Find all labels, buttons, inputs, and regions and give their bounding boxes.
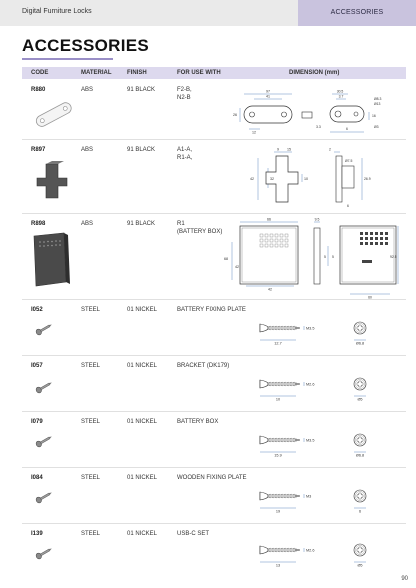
code: R898 [31, 221, 46, 227]
dim-label: 68 [224, 257, 228, 261]
top-bar [0, 0, 416, 26]
page-title: ACCESSORIES [22, 36, 150, 55]
col-code: CODE [31, 70, 49, 76]
col-for-use-with: FOR USE WITH [177, 70, 221, 76]
material: STEEL [81, 307, 101, 313]
dim-label: 92.5 [390, 255, 397, 259]
material: ABS [81, 87, 94, 93]
table-row-i052 [22, 300, 406, 356]
table-row-r898 [22, 214, 406, 300]
for-use-with: BATTERY FIXING PLATE [177, 307, 246, 313]
dim-label: 15.9 [274, 453, 282, 458]
code: I084 [31, 475, 43, 481]
r880-dimension-drawing [232, 86, 402, 136]
for-use-line-2: R1-A, [177, 155, 193, 161]
table-row-i079 [22, 412, 406, 468]
section-tab [298, 0, 416, 26]
i079-dimension-drawing [252, 422, 382, 464]
for-use-with: BRACKET (DK179) [177, 363, 230, 369]
r897-product-image [34, 160, 70, 202]
for-use-line-1: A1-A, [177, 147, 193, 153]
dim-label: 60 [368, 295, 372, 300]
code: I079 [31, 419, 43, 425]
code: I139 [31, 531, 43, 537]
table-row-r880 [22, 80, 406, 140]
i139-dimension-drawing [252, 532, 382, 574]
screw-icon [34, 490, 54, 504]
for-use-line-2: N2-B [177, 95, 191, 101]
code: R880 [31, 87, 46, 93]
section-label: Digital Furniture Locks [22, 8, 92, 15]
dim-label: Ø6.8 [355, 453, 365, 458]
dim-label: 12.7 [274, 341, 282, 346]
dim-label: M3.5 [306, 438, 315, 443]
dim-label: M3 [306, 494, 312, 499]
dim-label: 16 [372, 114, 376, 118]
r897-dimension-drawing [232, 144, 402, 210]
table-row-i057 [22, 356, 406, 412]
dim-label: 5 [332, 255, 334, 259]
table-header [22, 67, 406, 79]
dim-label: Ø5 [357, 563, 363, 568]
dim-label: 6 [346, 127, 348, 131]
dim-label: 15 [287, 147, 291, 152]
table-row-i084 [22, 468, 406, 524]
dim-label: 26.9 [364, 177, 371, 181]
dim-label: 13 [275, 563, 281, 568]
dim-label: 3.3 [316, 125, 321, 129]
for-use-with: USB-C SET [177, 531, 210, 537]
dim-label: 19 [275, 509, 281, 514]
table-row-i139 [22, 524, 406, 576]
finish: 91 BLACK [127, 221, 156, 227]
dim-label: 2 [329, 147, 331, 152]
dim-label: 26 [233, 113, 237, 117]
dim-label: 5 [324, 255, 326, 259]
r898-dimension-drawing [222, 216, 404, 300]
dim-label: 10 [275, 397, 281, 402]
dim-label: 3.7 [338, 94, 344, 99]
dim-label: 42 [235, 265, 239, 269]
dim-label: 97 [266, 89, 270, 94]
material: ABS [81, 147, 94, 153]
r898-product-image [30, 232, 70, 288]
material: STEEL [81, 531, 101, 537]
i052-dimension-drawing [252, 310, 382, 352]
finish: 91 BLACK [127, 87, 156, 93]
dim-label: Ø7.5 [345, 159, 353, 163]
dim-label: Ø8.3 [374, 97, 382, 101]
code: R897 [31, 147, 46, 153]
page-number: 90 [401, 576, 408, 582]
dim-label: Ø5 [357, 397, 363, 402]
finish: 01 NICKEL [127, 531, 158, 537]
material: STEEL [81, 363, 101, 369]
finish: 01 NICKEL [127, 475, 158, 481]
dim-label: M2.6 [306, 548, 315, 553]
material: STEEL [81, 475, 101, 481]
finish: 91 BLACK [127, 147, 156, 153]
dim-label: Ø3 [374, 125, 379, 129]
dim-label: 66 [267, 217, 271, 222]
screw-icon [34, 546, 54, 560]
dim-label: Ø6.8 [355, 341, 365, 346]
dim-label: 9 [277, 147, 279, 152]
dim-label: 12 [252, 130, 256, 135]
for-use-with: BATTERY BOX [177, 419, 219, 425]
dim-label: 6 [347, 204, 349, 208]
code: I057 [31, 363, 43, 369]
dim-label: 30.5 [336, 89, 344, 94]
i084-dimension-drawing [252, 478, 382, 520]
material: STEEL [81, 419, 101, 425]
table-row-r897 [22, 140, 406, 214]
dim-label: 32 [270, 177, 274, 181]
for-use-line-1: R1 [177, 221, 185, 227]
for-use-with: WOODEN FIXING PLATE [177, 475, 247, 481]
screw-icon [34, 380, 54, 394]
col-material: MATERIAL [81, 70, 112, 76]
section-tab-label: ACCESSORIES [330, 9, 384, 16]
dim-label: Ø13 [374, 102, 381, 106]
finish: 01 NICKEL [127, 419, 158, 425]
screw-icon [34, 434, 54, 448]
screw-icon [34, 322, 54, 336]
finish: 01 NICKEL [127, 363, 158, 369]
finish: 01 NICKEL [127, 307, 158, 313]
dim-label: 41 [266, 94, 270, 99]
dim-label: 10 [304, 177, 308, 181]
dim-label: 42 [250, 177, 254, 181]
col-dimension: DIMENSION (mm) [289, 70, 340, 76]
col-finish: FINISH [127, 70, 147, 76]
title-underline [22, 58, 113, 60]
dim-label: M3.5 [306, 326, 315, 331]
dim-label: 9.5 [314, 217, 320, 222]
i057-dimension-drawing [252, 366, 382, 408]
for-use-line-1: F2-B, [177, 87, 192, 93]
dim-label: 6 [358, 509, 362, 514]
dim-label: M2.6 [306, 382, 315, 387]
code: I052 [31, 307, 43, 313]
r880-product-image [32, 102, 76, 128]
for-use-line-2: (BATTERY BOX) [177, 229, 223, 235]
material: ABS [81, 221, 94, 227]
dim-label: 42 [268, 287, 272, 292]
